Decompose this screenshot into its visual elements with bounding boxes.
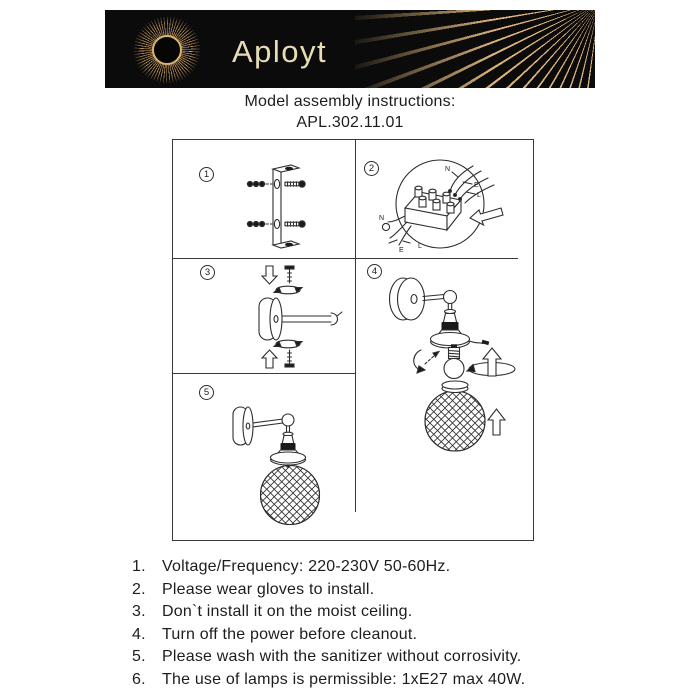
item-text: The use of lamps is permissible: 1xE27 max 40W. — [162, 670, 526, 688]
arm-and-socket — [423, 291, 489, 350]
wire-label-e: E — [474, 182, 479, 189]
instruction-item — [132, 624, 592, 647]
item-number: 5. — [132, 648, 146, 666]
sunburst-core — [152, 35, 182, 65]
mesh-globe-shade — [261, 466, 320, 525]
rotation-arrow-icon — [274, 286, 302, 294]
wire-label-l: L — [418, 243, 422, 250]
step4-panel — [355, 258, 535, 539]
screw-in-motion — [467, 348, 515, 376]
title-block — [0, 93, 700, 132]
wall-plate — [233, 407, 253, 445]
wiring-diagram — [355, 140, 535, 258]
step2-number-badge: 2 — [364, 161, 379, 176]
step4-number-badge: 4 — [367, 264, 382, 279]
bulb-install-drawing — [355, 258, 535, 539]
step5-panel — [173, 373, 355, 539]
item-number: 4. — [132, 625, 146, 643]
wire-label-e: E — [399, 247, 404, 254]
arm-and-socket — [253, 414, 294, 433]
instruction-item — [132, 646, 592, 669]
wire-label-n: N — [445, 166, 451, 173]
up-arrow-icon — [262, 350, 277, 368]
screw-icon — [285, 350, 294, 367]
item-text: Voltage/Frequency: 220-230V 50-60Hz. — [162, 558, 451, 575]
instruction-item — [132, 579, 592, 602]
down-arrow-icon — [262, 266, 277, 284]
up-arrow-icon — [483, 348, 501, 376]
screw-icon — [285, 181, 305, 187]
instruction-item — [132, 669, 592, 692]
item-number: 6. — [132, 670, 146, 688]
item-text: Please wash with the sanitizer without corrosivity. — [162, 648, 522, 666]
up-arrow-icon — [488, 409, 505, 435]
item-text: Don`t install it on the moist ceiling. — [162, 603, 413, 621]
socket-head — [271, 432, 306, 467]
item-text: Turn off the power before cleanout. — [162, 625, 418, 643]
instruction-item — [132, 601, 592, 624]
step2-panel — [355, 140, 535, 258]
item-number: 3. — [132, 603, 146, 621]
canopy-side-view — [259, 298, 342, 340]
brand-banner — [105, 10, 595, 88]
item-number: 1. — [132, 558, 146, 575]
item-text: Please wear gloves to install. — [162, 580, 375, 598]
wall-plate — [390, 278, 425, 320]
instruction-list — [132, 556, 592, 692]
incoming-wires — [449, 166, 494, 203]
wire-label-l: L — [477, 192, 481, 199]
rotation-arrow-icon — [274, 340, 302, 348]
step1-number-badge: 1 — [199, 167, 214, 182]
mounting-bracket-drawing — [173, 140, 355, 258]
item-number: 2. — [132, 580, 146, 598]
step3-panel — [173, 258, 355, 373]
mesh-globe-shade — [425, 381, 485, 451]
instruction-item — [132, 556, 592, 579]
screw-icon — [285, 266, 294, 283]
screw-icon — [285, 221, 305, 227]
step3-number-badge: 3 — [200, 265, 215, 280]
rotate-hint-arrows — [414, 350, 439, 373]
model-number: APL.302.11.01 — [296, 114, 404, 131]
page-title: Model assembly instructions: — [244, 93, 456, 110]
terminal-block-icon — [405, 186, 461, 230]
wall-plug-icon — [247, 221, 264, 226]
corner-rays-decoration — [355, 10, 595, 88]
step1-panel — [173, 140, 355, 258]
step5-number-badge: 5 — [199, 385, 214, 400]
assembly-diagram — [172, 139, 534, 541]
wall-plug-icon — [247, 181, 264, 186]
sunburst-logo-icon — [134, 17, 200, 83]
wire-label-n: N — [379, 215, 385, 222]
brand-name: Aployt — [232, 34, 328, 69]
light-bulb-icon — [444, 344, 464, 378]
direction-arrow-icon — [470, 208, 503, 225]
